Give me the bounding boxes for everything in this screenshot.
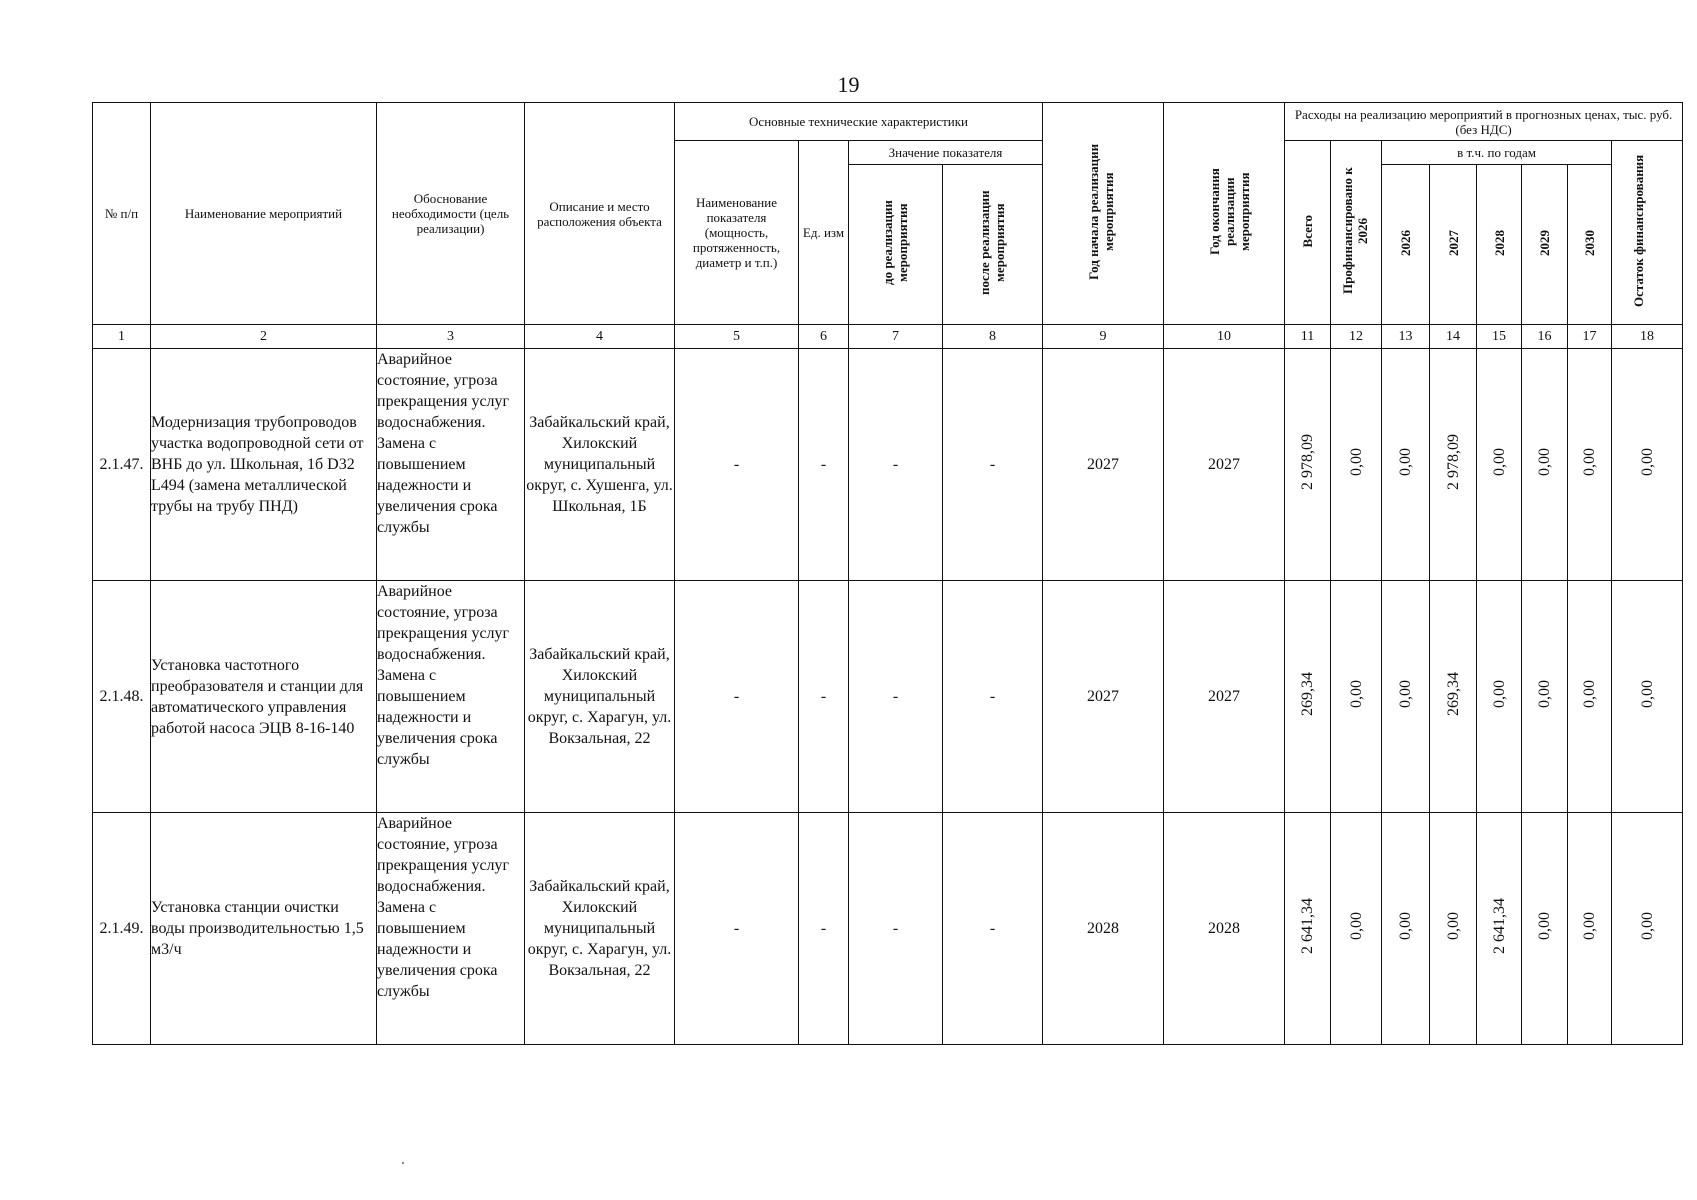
header-after: после реализации мероприятия (976, 190, 1007, 296)
year-start: 2028 (1043, 813, 1164, 1045)
y2028-cell (1477, 581, 1522, 813)
total-value: 2 641,34 (1299, 897, 1317, 954)
header-technical-characteristics: Основные технические характеристики (675, 103, 1043, 141)
y2027-cell (1430, 349, 1477, 581)
location: Забайкальский край, Хилокский муниципальный округ, с. Харагун, ул. Вокзальная, 22 (525, 581, 675, 813)
value-before: - (849, 581, 943, 813)
column-number: 9 (1043, 325, 1164, 349)
header-after-cell (943, 165, 1043, 325)
year-2026-value: 0,00 (1397, 679, 1415, 708)
year-2026-value: 0,00 (1397, 911, 1415, 940)
indicator-name: - (675, 349, 799, 581)
total-cell (1285, 349, 1331, 581)
y2026-cell (1382, 813, 1430, 1045)
scan-speck (402, 1162, 404, 1164)
header-remaining-cell (1612, 141, 1683, 325)
justification: Аварийное состояние, угроза прекращения услуг водоснабжения. Замена с повышением надежности и увеличения срока службы (377, 581, 525, 813)
header-measure-name: Наименование мероприятий (151, 103, 377, 325)
header-total-cell (1285, 141, 1331, 325)
column-number: 17 (1568, 325, 1612, 349)
total-value: 2 978,09 (1299, 433, 1317, 490)
column-number: 2 (151, 325, 377, 349)
value-before: - (849, 349, 943, 581)
header-year-end-cell (1164, 103, 1285, 325)
column-number: 15 (1477, 325, 1522, 349)
y2026-cell (1382, 581, 1430, 813)
remaining-value: 0,00 (1638, 679, 1656, 708)
header-indicator-name: Наименование показателя (мощность, протяженность, диаметр и т.п.) (675, 141, 799, 325)
year-end: 2027 (1164, 349, 1285, 581)
header-year-2029: 2029 (1537, 230, 1553, 256)
row-number: 2.1.47. (93, 349, 151, 581)
page-number: 19 (837, 72, 860, 97)
header-remaining: Остаток финансирования (1631, 154, 1647, 308)
financed-2026-value: 0,00 (1347, 447, 1365, 476)
header-year-start: Год начала реализации мероприятия (1086, 143, 1117, 281)
remaining-cell (1612, 349, 1683, 581)
justification: Аварийное состояние, угроза прекращения услуг водоснабжения. Замена с повышением надежности и увеличения срока службы (377, 813, 525, 1045)
y2026-cell (1382, 349, 1430, 581)
column-number: 18 (1612, 325, 1683, 349)
column-number: 14 (1430, 325, 1477, 349)
total-value: 269,34 (1299, 671, 1317, 716)
header-location: Описание и место расположения объекта (525, 103, 675, 325)
year-2029-value: 0,00 (1536, 447, 1554, 476)
remaining-cell (1612, 581, 1683, 813)
header-2028-cell (1477, 165, 1522, 325)
header-year-end: Год окончания реализации мероприятия (1207, 168, 1253, 256)
y2027-cell (1430, 581, 1477, 813)
financed-2026-value: 0,00 (1347, 911, 1365, 940)
financed-cell (1331, 813, 1382, 1045)
indicator-name: - (675, 813, 799, 1045)
measure-name: Установка частотного преобразователя и станции для автоматического управления работой насоса ЭЦВ 8-16-140 (151, 581, 377, 813)
header-2027-cell (1430, 165, 1477, 325)
column-number: 10 (1164, 325, 1285, 349)
year-2028-value: 0,00 (1490, 447, 1508, 476)
value-after: - (943, 813, 1043, 1045)
measure-name: Установка станции очистки воды производительностью 1,5 м3/ч (151, 813, 377, 1045)
column-number: 12 (1331, 325, 1382, 349)
unit: - (799, 581, 849, 813)
value-after: - (943, 581, 1043, 813)
location: Забайкальский край, Хилокский муниципальный округ, с. Харагун, ул. Вокзальная, 22 (525, 813, 675, 1045)
remaining-value: 0,00 (1638, 911, 1656, 940)
y2029-cell (1522, 349, 1568, 581)
year-2027-value: 0,00 (1444, 911, 1462, 940)
table-row (93, 581, 1683, 813)
year-end: 2028 (1164, 813, 1285, 1045)
y2029-cell (1522, 813, 1568, 1045)
y2030-cell (1568, 813, 1612, 1045)
header-by-years: в т.ч. по годам (1382, 141, 1612, 165)
year-2030-value: 0,00 (1581, 447, 1599, 476)
header-before: до реализации мероприятия (879, 200, 910, 286)
value-after: - (943, 349, 1043, 581)
header-row-number: № п/п (93, 103, 151, 325)
column-number: 7 (849, 325, 943, 349)
y2029-cell (1522, 581, 1568, 813)
column-number: 1 (93, 325, 151, 349)
header-financed-cell (1331, 141, 1382, 325)
column-number: 16 (1522, 325, 1568, 349)
header-financed-2026: Профинансировано к 2026 (1340, 167, 1371, 295)
year-2030-value: 0,00 (1581, 911, 1599, 940)
y2030-cell (1568, 581, 1612, 813)
column-number: 3 (377, 325, 525, 349)
year-2027-value: 2 978,09 (1444, 433, 1462, 490)
header-total: Всего (1300, 214, 1316, 248)
investment-program-table (92, 102, 1683, 1045)
header-year-2026: 2026 (1398, 230, 1414, 256)
column-number: 11 (1285, 325, 1331, 349)
header-2030-cell (1568, 165, 1612, 325)
header-2026-cell (1382, 165, 1430, 325)
y2030-cell (1568, 349, 1612, 581)
year-end: 2027 (1164, 581, 1285, 813)
header-before-cell (849, 165, 943, 325)
column-number-row (93, 325, 1683, 349)
location: Забайкальский край, Хилокский муниципальный округ, с. Хушенга, ул. Школьная, 1Б (525, 349, 675, 581)
column-number: 13 (1382, 325, 1430, 349)
header-year-2030: 2030 (1582, 230, 1598, 256)
header-justification: Обоснование необходимости (цель реализации) (377, 103, 525, 325)
header-costs: Расходы на реализацию мероприятий в прогнозных ценах, тыс. руб. (без НДС) (1285, 103, 1683, 141)
remaining-value: 0,00 (1638, 447, 1656, 476)
unit: - (799, 349, 849, 581)
row-number: 2.1.48. (93, 581, 151, 813)
year-2028-value: 0,00 (1490, 679, 1508, 708)
indicator-name: - (675, 581, 799, 813)
column-number: 8 (943, 325, 1043, 349)
remaining-cell (1612, 813, 1683, 1045)
header-2029-cell (1522, 165, 1568, 325)
year-start: 2027 (1043, 581, 1164, 813)
year-2029-value: 0,00 (1536, 911, 1554, 940)
y2028-cell (1477, 813, 1522, 1045)
header-year-2027: 2027 (1445, 230, 1461, 256)
y2027-cell (1430, 813, 1477, 1045)
header-unit: Ед. изм (799, 141, 849, 325)
justification: Аварийное состояние, угроза прекращения услуг водоснабжения. Замена с повышением надежности и увеличения срока службы (377, 349, 525, 581)
table-row (93, 813, 1683, 1045)
y2028-cell (1477, 349, 1522, 581)
header-year-2028: 2028 (1491, 230, 1507, 256)
year-2030-value: 0,00 (1581, 679, 1599, 708)
table-row (93, 349, 1683, 581)
header-year-start-cell (1043, 103, 1164, 325)
year-2029-value: 0,00 (1536, 679, 1554, 708)
financed-2026-value: 0,00 (1347, 679, 1365, 708)
year-2026-value: 0,00 (1397, 447, 1415, 476)
total-cell (1285, 813, 1331, 1045)
header-indicator-value: Значение показателя (849, 141, 1043, 165)
year-2028-value: 2 641,34 (1490, 897, 1508, 954)
year-start: 2027 (1043, 349, 1164, 581)
value-before: - (849, 813, 943, 1045)
total-cell (1285, 581, 1331, 813)
measure-name: Модернизация трубопроводов участка водопроводной сети от ВНБ до ул. Школьная, 1б D32 L494 (замена металлической трубы на трубу ПНД) (151, 349, 377, 581)
column-number: 6 (799, 325, 849, 349)
column-number: 5 (675, 325, 799, 349)
unit: - (799, 813, 849, 1045)
year-2027-value: 269,34 (1444, 671, 1462, 716)
row-number: 2.1.49. (93, 813, 151, 1045)
financed-cell (1331, 581, 1382, 813)
column-number: 4 (525, 325, 675, 349)
financed-cell (1331, 349, 1382, 581)
